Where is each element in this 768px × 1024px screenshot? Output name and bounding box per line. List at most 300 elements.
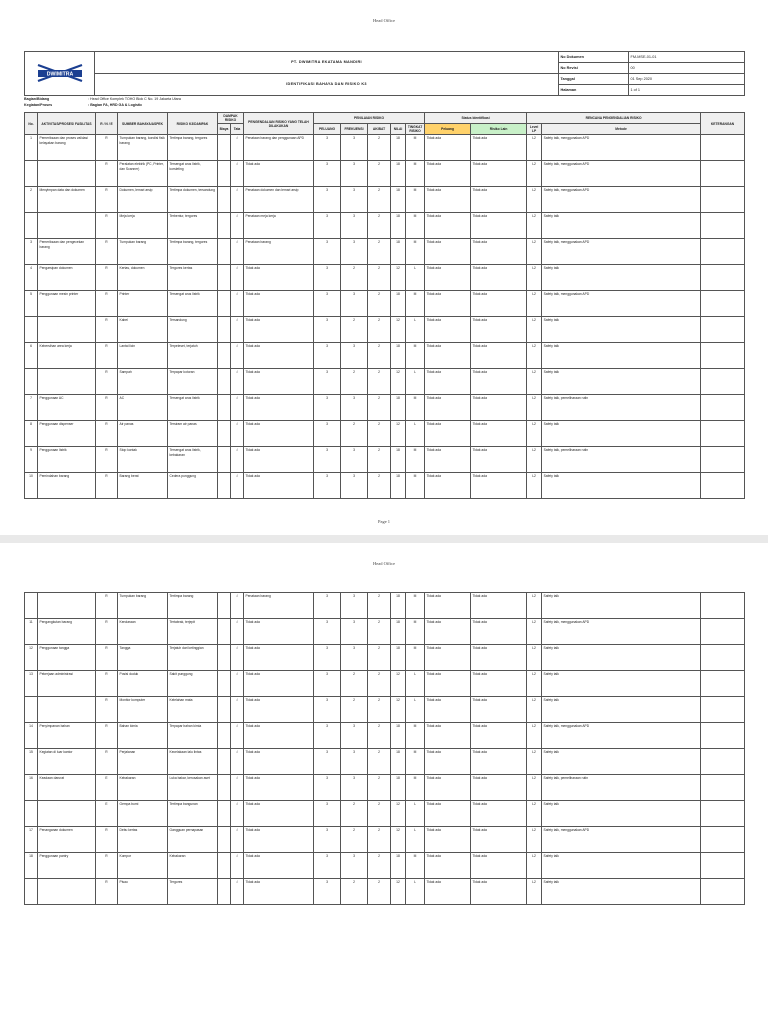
- row-frekuensi: 3: [341, 239, 368, 265]
- row-no: 16: [25, 775, 38, 801]
- row-akibat: 2: [368, 723, 391, 749]
- row-biaya: [218, 187, 231, 213]
- row-keterangan: [701, 395, 745, 421]
- row-peluang: 3: [314, 343, 341, 369]
- row-peluang: 3: [314, 749, 341, 775]
- row-rnk: R: [96, 697, 118, 723]
- row-tingkat: M: [406, 187, 425, 213]
- row-nilai: 12: [391, 801, 406, 827]
- row-keterangan: [701, 447, 745, 473]
- row-sumber: Kabel: [118, 317, 168, 343]
- row-aktivitas: Menyimpan data dan dokumen: [38, 187, 96, 213]
- row-akibat: 2: [368, 291, 391, 317]
- row-akibat: 2: [368, 317, 391, 343]
- row-risiko: Tertimpa barang: [168, 593, 218, 619]
- row-tata: √: [231, 827, 244, 853]
- row-risiko-lain: Tidak ada: [471, 827, 527, 853]
- row-keterangan: [701, 187, 745, 213]
- row-keterangan: [701, 369, 745, 395]
- row-biaya: [218, 645, 231, 671]
- row-akibat: 2: [368, 801, 391, 827]
- row-tata: √: [231, 421, 244, 447]
- row-keterangan: [701, 645, 745, 671]
- row-risiko-lain: Tidak ada: [471, 421, 527, 447]
- row-status-peluang: Tidak ada: [425, 827, 471, 853]
- row-level: L2: [527, 671, 542, 697]
- row-level: L2: [527, 723, 542, 749]
- row-status-peluang: Tidak ada: [425, 697, 471, 723]
- row-rnk: R: [96, 213, 118, 239]
- row-tingkat: L: [406, 879, 425, 905]
- row-keterangan: [701, 213, 745, 239]
- row-peluang: 3: [314, 265, 341, 291]
- row-frekuensi: 3: [341, 213, 368, 239]
- row-status-peluang: Tidak ada: [425, 879, 471, 905]
- row-biaya: [218, 619, 231, 645]
- col-akibat: AKIBAT: [368, 124, 391, 135]
- row-nilai: 18: [391, 775, 406, 801]
- row-status-peluang: Tidak ada: [425, 213, 471, 239]
- row-sumber: Bahan kimia: [118, 723, 168, 749]
- row-sumber: Lantai licin: [118, 343, 168, 369]
- row-pengendalian: Penataan barang: [244, 239, 314, 265]
- row-sumber: Dokumen, lemari arsip: [118, 187, 168, 213]
- row-status-peluang: Tidak ada: [425, 291, 471, 317]
- row-no: 13: [25, 671, 38, 697]
- row-risiko: Sakit punggung: [168, 671, 218, 697]
- row-nilai: 18: [391, 447, 406, 473]
- row-aktivitas: Penyimpanan bahan: [38, 723, 96, 749]
- table-row: [25, 827, 745, 853]
- row-risiko: Tergores kertas: [168, 265, 218, 291]
- row-rnk: R: [96, 291, 118, 317]
- row-frekuensi: 2: [341, 827, 368, 853]
- row-metode: Safety talk: [542, 671, 701, 697]
- row-status-peluang: Tidak ada: [425, 187, 471, 213]
- row-peluang: 3: [314, 395, 341, 421]
- table-row: [25, 723, 745, 749]
- row-rnk: R: [96, 369, 118, 395]
- row-peluang: 3: [314, 671, 341, 697]
- row-risiko-lain: Tidak ada: [471, 343, 527, 369]
- row-nilai: 18: [391, 619, 406, 645]
- row-nilai: 12: [391, 265, 406, 291]
- row-biaya: [218, 473, 231, 499]
- row-frekuensi: 3: [341, 291, 368, 317]
- document-header-table: [24, 51, 745, 96]
- row-akibat: 2: [368, 593, 391, 619]
- row-rnk: R: [96, 343, 118, 369]
- row-metode: Safety talk: [542, 369, 701, 395]
- row-peluang: 3: [314, 619, 341, 645]
- row-keterangan: [701, 473, 745, 499]
- row-sumber: Peralatan elektrik (PC, Printer, dan Scanner): [118, 161, 168, 187]
- row-level: L2: [527, 473, 542, 499]
- row-pengendalian: Penataan barang dan penggunaan APD: [244, 135, 314, 161]
- row-akibat: 2: [368, 265, 391, 291]
- row-biaya: [218, 317, 231, 343]
- row-tata: √: [231, 723, 244, 749]
- row-pengendalian: Tidak ada: [244, 395, 314, 421]
- row-aktivitas: [38, 593, 96, 619]
- row-status-peluang: Tidak ada: [425, 775, 471, 801]
- row-biaya: [218, 749, 231, 775]
- row-pengendalian: Tidak ada: [244, 723, 314, 749]
- row-level: L2: [527, 421, 542, 447]
- row-status-peluang: Tidak ada: [425, 723, 471, 749]
- row-aktivitas: [38, 317, 96, 343]
- row-peluang: 3: [314, 473, 341, 499]
- row-frekuensi: 2: [341, 421, 368, 447]
- row-tata: √: [231, 135, 244, 161]
- row-sumber: Meja kerja: [118, 213, 168, 239]
- table-row: [25, 395, 745, 421]
- col-status-peluang: Peluang: [425, 124, 471, 135]
- row-level: L2: [527, 879, 542, 905]
- row-peluang: 3: [314, 645, 341, 671]
- col-risiko-lain: Risiko Lain: [471, 124, 527, 135]
- row-frekuensi: 3: [341, 135, 368, 161]
- row-frekuensi: 3: [341, 723, 368, 749]
- row-status-peluang: Tidak ada: [425, 853, 471, 879]
- row-tingkat: M: [406, 853, 425, 879]
- company-logo: [25, 52, 95, 96]
- row-frekuensi: 3: [341, 187, 368, 213]
- row-level: L2: [527, 447, 542, 473]
- row-no: [25, 317, 38, 343]
- row-level: L2: [527, 187, 542, 213]
- row-akibat: 2: [368, 395, 391, 421]
- row-tingkat: M: [406, 447, 425, 473]
- row-aktivitas: Keadaan darurat: [38, 775, 96, 801]
- row-status-peluang: Tidak ada: [425, 593, 471, 619]
- table-row: [25, 473, 745, 499]
- row-biaya: [218, 291, 231, 317]
- row-sumber: Tumpukan barang, kondisi fisik barang: [118, 135, 168, 161]
- row-tata: √: [231, 853, 244, 879]
- info-value: : Bagian FA, HRD GA & Logistic: [88, 103, 143, 108]
- row-keterangan: [701, 343, 745, 369]
- row-aktivitas: Penggunaan AC: [38, 395, 96, 421]
- row-sumber: Tumpukan barang: [118, 239, 168, 265]
- row-risiko-lain: Tidak ada: [471, 161, 527, 187]
- row-metode: Safety talk, menggunakan APD: [542, 239, 701, 265]
- col-nilai: NILAI: [391, 124, 406, 135]
- row-pengendalian: Tidak ada: [244, 619, 314, 645]
- row-risiko: Luka bakar, kerusakan aset: [168, 775, 218, 801]
- row-risiko: Tertimpa barang, tergores: [168, 135, 218, 161]
- row-risiko: Kelelahan mata: [168, 697, 218, 723]
- row-risiko: Gangguan pernapasan: [168, 827, 218, 853]
- row-tingkat: M: [406, 473, 425, 499]
- row-keterangan: [701, 775, 745, 801]
- row-metode: Safety talk, pemeliharaan rutin: [542, 447, 701, 473]
- row-metode: Safety talk: [542, 343, 701, 369]
- row-peluang: 3: [314, 447, 341, 473]
- row-keterangan: [701, 317, 745, 343]
- row-peluang: 3: [314, 135, 341, 161]
- row-biaya: [218, 671, 231, 697]
- row-tingkat: M: [406, 645, 425, 671]
- row-level: L2: [527, 213, 542, 239]
- table-row: [25, 879, 745, 905]
- row-rnk: R: [96, 239, 118, 265]
- row-aktivitas: Pekerjaan administrasi: [38, 671, 96, 697]
- row-metode: Safety talk, menggunakan APD: [542, 827, 701, 853]
- meta-value: 1 of 1: [629, 85, 745, 96]
- col-risiko: RISIKO K3/DAMPAK: [168, 113, 218, 135]
- row-metode: Safety talk: [542, 749, 701, 775]
- row-metode: Safety talk: [542, 317, 701, 343]
- row-keterangan: [701, 291, 745, 317]
- row-risiko: Tersiram air panas: [168, 421, 218, 447]
- row-biaya: [218, 593, 231, 619]
- meta-value: FM-MSE-01-01: [629, 52, 745, 63]
- row-tingkat: L: [406, 671, 425, 697]
- row-rnk: R: [96, 265, 118, 291]
- row-akibat: 2: [368, 619, 391, 645]
- table-row: [25, 291, 745, 317]
- row-status-peluang: Tidak ada: [425, 239, 471, 265]
- row-tata: √: [231, 645, 244, 671]
- row-frekuensi: 3: [341, 343, 368, 369]
- row-tata: √: [231, 671, 244, 697]
- row-risiko: Tersengat arus listrik, kebakaran: [168, 447, 218, 473]
- row-status-peluang: Tidak ada: [425, 447, 471, 473]
- row-akibat: 2: [368, 473, 391, 499]
- row-aktivitas: [38, 801, 96, 827]
- row-tata: √: [231, 291, 244, 317]
- row-level: L2: [527, 239, 542, 265]
- row-risiko: Tersengat arus listrik: [168, 395, 218, 421]
- row-metode: Safety talk: [542, 473, 701, 499]
- row-pengendalian: Tidak ada: [244, 749, 314, 775]
- row-akibat: 2: [368, 645, 391, 671]
- row-peluang: 3: [314, 853, 341, 879]
- row-tata: √: [231, 619, 244, 645]
- row-status-peluang: Tidak ada: [425, 749, 471, 775]
- row-risiko-lain: Tidak ada: [471, 697, 527, 723]
- row-risiko: Tersandung: [168, 317, 218, 343]
- row-nilai: 18: [391, 749, 406, 775]
- row-sumber: AC: [118, 395, 168, 421]
- row-aktivitas: Kebersihan area kerja: [38, 343, 96, 369]
- row-pengendalian: Tidak ada: [244, 853, 314, 879]
- row-peluang: 3: [314, 827, 341, 853]
- row-peluang: 3: [314, 775, 341, 801]
- row-no: 10: [25, 473, 38, 499]
- table-row: [25, 645, 745, 671]
- row-risiko-lain: Tidak ada: [471, 213, 527, 239]
- row-tingkat: L: [406, 421, 425, 447]
- row-frekuensi: 3: [341, 749, 368, 775]
- row-peluang: 3: [314, 239, 341, 265]
- row-peluang: 3: [314, 801, 341, 827]
- row-peluang: 3: [314, 213, 341, 239]
- row-rnk: R: [96, 853, 118, 879]
- row-no: 12: [25, 645, 38, 671]
- row-frekuensi: 3: [341, 645, 368, 671]
- row-metode: Safety talk, menggunakan APD: [542, 723, 701, 749]
- row-rnk: R: [96, 671, 118, 697]
- row-frekuensi: 2: [341, 879, 368, 905]
- row-sumber: Posisi duduk: [118, 671, 168, 697]
- row-tata: √: [231, 317, 244, 343]
- row-aktivitas: Penggunaan listrik: [38, 447, 96, 473]
- row-nilai: 18: [391, 395, 406, 421]
- table-row: [25, 593, 745, 619]
- row-no: 15: [25, 749, 38, 775]
- row-nilai: 12: [391, 421, 406, 447]
- info-value: : Head Office Komplek TOHO Blok C No. 19 Jakarta Utara: [88, 97, 181, 101]
- row-risiko-lain: Tidak ada: [471, 723, 527, 749]
- row-sumber: Sampah: [118, 369, 168, 395]
- row-akibat: 2: [368, 879, 391, 905]
- row-biaya: [218, 697, 231, 723]
- row-risiko-lain: Tidak ada: [471, 135, 527, 161]
- row-tingkat: M: [406, 135, 425, 161]
- row-biaya: [218, 827, 231, 853]
- row-biaya: [218, 723, 231, 749]
- col-metode: Metode: [542, 124, 701, 135]
- row-metode: Safety talk: [542, 421, 701, 447]
- col-no: No.: [25, 113, 38, 135]
- row-metode: Safety talk, pemeliharaan rutin: [542, 775, 701, 801]
- row-no: [25, 369, 38, 395]
- col-status: Status Identifikasi: [425, 113, 527, 124]
- logo-text: DWIMITRA: [46, 71, 73, 78]
- row-frekuensi: 2: [341, 317, 368, 343]
- row-aktivitas: [38, 161, 96, 187]
- row-tingkat: L: [406, 801, 425, 827]
- col-pengendalian: PENGENDALIAN RISIKO YANG TELAH DILAKUKAN: [244, 113, 314, 135]
- row-tingkat: L: [406, 265, 425, 291]
- row-metode: Safety talk: [542, 853, 701, 879]
- row-level: L2: [527, 343, 542, 369]
- meta-key: Halaman: [559, 85, 629, 96]
- row-aktivitas: Kegiatan di luar kantor: [38, 749, 96, 775]
- table-row: [25, 161, 745, 187]
- table-row: [25, 447, 745, 473]
- row-metode: Safety talk, menggunakan APD: [542, 291, 701, 317]
- row-keterangan: [701, 853, 745, 879]
- row-level: L2: [527, 291, 542, 317]
- row-akibat: 2: [368, 213, 391, 239]
- row-sumber: Monitor komputer: [118, 697, 168, 723]
- row-risiko-lain: Tidak ada: [471, 473, 527, 499]
- row-keterangan: [701, 801, 745, 827]
- row-no: 1: [25, 135, 38, 161]
- row-no: [25, 161, 38, 187]
- row-metode: Safety talk: [542, 213, 701, 239]
- row-peluang: 3: [314, 723, 341, 749]
- row-no: 18: [25, 853, 38, 879]
- row-rnk: R: [96, 317, 118, 343]
- row-sumber: Kendaraan: [118, 619, 168, 645]
- col-aktivitas: AKTIVITAS/PROSES/ FASILITAS: [38, 113, 96, 135]
- row-no: 11: [25, 619, 38, 645]
- row-tata: √: [231, 447, 244, 473]
- row-frekuensi: 3: [341, 593, 368, 619]
- row-tingkat: L: [406, 697, 425, 723]
- row-level: L2: [527, 801, 542, 827]
- row-risiko-lain: Tidak ada: [471, 879, 527, 905]
- row-metode: Safety talk, menggunakan APD: [542, 619, 701, 645]
- row-aktivitas: [38, 879, 96, 905]
- row-nilai: 12: [391, 671, 406, 697]
- row-akibat: 2: [368, 187, 391, 213]
- page-header: Head Office: [372, 18, 396, 23]
- row-tingkat: M: [406, 213, 425, 239]
- row-status-peluang: Tidak ada: [425, 369, 471, 395]
- row-level: L2: [527, 853, 542, 879]
- row-rnk: R: [96, 421, 118, 447]
- row-keterangan: [701, 265, 745, 291]
- row-risiko: Terpapar bahan kimia: [168, 723, 218, 749]
- col-level: Level LP: [527, 124, 542, 135]
- row-sumber: Pisau: [118, 879, 168, 905]
- page-header: Head Office: [372, 561, 396, 566]
- row-risiko-lain: Tidak ada: [471, 671, 527, 697]
- row-risiko-lain: Tidak ada: [471, 749, 527, 775]
- col-sumber: SUMBER BAHAYA/ASPEK: [118, 113, 168, 135]
- row-status-peluang: Tidak ada: [425, 645, 471, 671]
- row-aktivitas: [38, 369, 96, 395]
- row-akibat: 2: [368, 343, 391, 369]
- row-risiko: Terbentur, tergores: [168, 213, 218, 239]
- row-status-peluang: Tidak ada: [425, 161, 471, 187]
- row-aktivitas: Penggunaan tangga: [38, 645, 96, 671]
- dwimitra-logo-icon: [32, 60, 88, 86]
- row-nilai: 18: [391, 593, 406, 619]
- row-level: L2: [527, 593, 542, 619]
- row-risiko: Terpapar kotoran: [168, 369, 218, 395]
- row-akibat: 2: [368, 671, 391, 697]
- row-risiko: Tertimpa bangunan: [168, 801, 218, 827]
- row-risiko-lain: Tidak ada: [471, 369, 527, 395]
- table-row: [25, 749, 745, 775]
- row-biaya: [218, 421, 231, 447]
- table-row: [25, 671, 745, 697]
- row-frekuensi: 3: [341, 161, 368, 187]
- row-status-peluang: Tidak ada: [425, 801, 471, 827]
- row-akibat: 2: [368, 161, 391, 187]
- row-risiko-lain: Tidak ada: [471, 619, 527, 645]
- row-keterangan: [701, 671, 745, 697]
- row-peluang: 3: [314, 369, 341, 395]
- row-keterangan: [701, 593, 745, 619]
- row-nilai: 18: [391, 645, 406, 671]
- row-risiko: Tertabrak, terjepit: [168, 619, 218, 645]
- row-tata: √: [231, 593, 244, 619]
- row-peluang: 3: [314, 421, 341, 447]
- table-row: [25, 213, 745, 239]
- table-row: [25, 343, 745, 369]
- row-tata: √: [231, 697, 244, 723]
- row-risiko: Kecelakaan lalu lintas: [168, 749, 218, 775]
- row-level: L2: [527, 645, 542, 671]
- col-tata: Tata: [231, 124, 244, 135]
- table-row: [25, 801, 745, 827]
- row-rnk: R: [96, 593, 118, 619]
- row-rnk: E: [96, 775, 118, 801]
- document-info: [24, 96, 181, 108]
- row-status-peluang: Tidak ada: [425, 619, 471, 645]
- row-akibat: 2: [368, 697, 391, 723]
- row-akibat: 2: [368, 775, 391, 801]
- row-keterangan: [701, 697, 745, 723]
- row-pengendalian: Tidak ada: [244, 671, 314, 697]
